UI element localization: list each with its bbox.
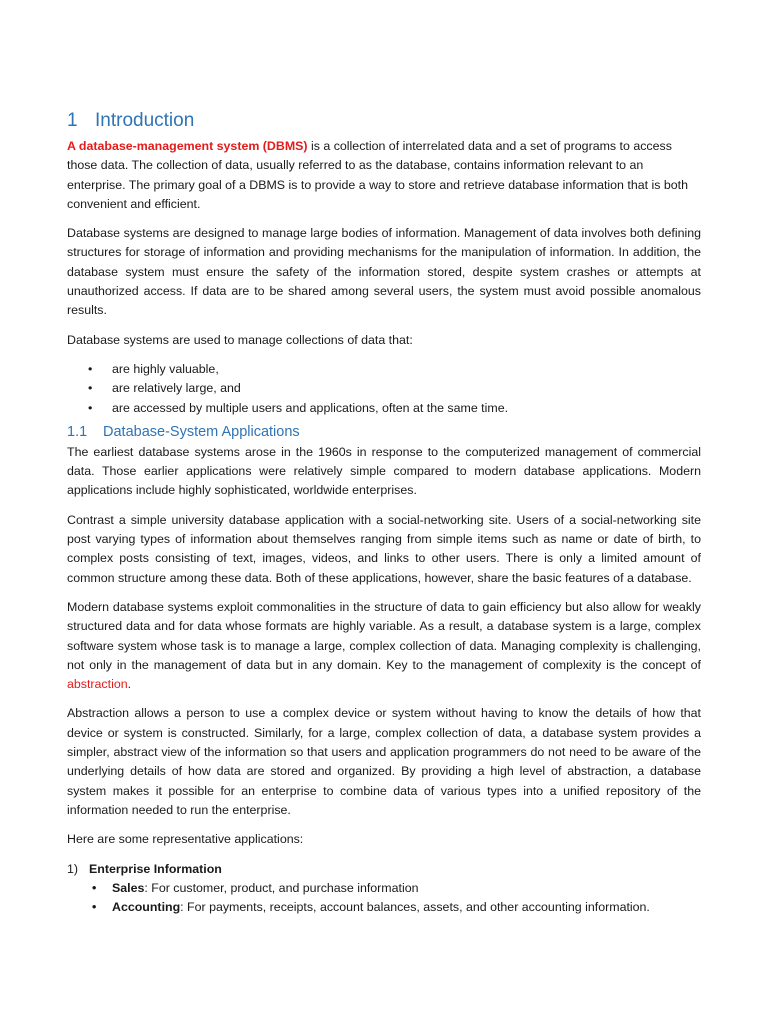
section-heading [67, 108, 701, 134]
subsection-title: Database-System Applications [103, 423, 300, 440]
paragraph-8: Here are some representative applications: [67, 832, 304, 847]
paragraph-6-text: Modern database systems exploit commonalities in the structure of data to gain efficiency but also allow for weakly structured data and for data whose formats are highly variable. As a result, a database system is a large, complex software system whose task is to manage a large, complex collection of data. Managing complexity is challenging, not only in the management of data but in any domain. Key to the management of complexity is the concept of [67, 599, 701, 672]
item-label: Sales [112, 880, 145, 895]
section-title: Introduction [95, 110, 195, 131]
bullet-list [67, 360, 701, 418]
intro-paragraph [67, 137, 701, 214]
subsection-heading [67, 421, 701, 443]
intro-text: is a collection of interrelated data and a set of programs to access those data. The collection of data, usually referred to as the database, contains information relevant to an enterprise. The primary goal of a DBMS is to provide a way to store and retrieve database information that is both convenient and efficient. [67, 139, 688, 211]
paragraph-6-end: . [127, 677, 132, 692]
list-item [67, 898, 701, 917]
paragraph-5: Contrast a simple university database application with a social-networking site. Users of a social-networking site post varying types of information about themselves ranging from simple items such as name or date of birth, to complex posts consisting of text, images, videos, and links to other users. There is only a limited amount of common structure among these data. Both of these applications, however, share the basic features of a database. [67, 512, 701, 585]
item-text: : For payments, receipts, account balances, assets, and other accounting information. [180, 900, 650, 915]
paragraph-2: Database systems are designed to manage large bodies of information. Management of data involves both defining structures for storage of information and providing mechanisms for the manipulation of information. In addition, the database system must ensure the safety of the information stored, despite system crashes or attempts at unauthorized access. If data are to be shared among several users, the system must avoid possible anomalous results. [67, 226, 701, 318]
list-item: • are highly valuable, [67, 360, 701, 379]
dbms-term: A database-management system (DBMS) [67, 139, 308, 153]
abstraction-term: abstraction [67, 677, 128, 692]
application-heading [67, 860, 701, 879]
application-number: 1) [67, 861, 79, 876]
application-title: Enterprise Information [89, 861, 222, 876]
paragraph-3: Database systems are used to manage collections of data that: [67, 332, 413, 347]
subsection-number: 1.1 [67, 423, 88, 440]
section-number: 1 [67, 110, 78, 131]
paragraph-7: Abstraction allows a person to use a complex device or system without having to know the details of how that device or system is constructed. Similarly, for a large, complex collection of data, a database system provides a simpler, abstract view of the information so that users and application programmers do not need to be aware of the underlying details of how data are stored and organized. By providing a high level of abstraction, a database system makes it possible for an enterprise to combine data of various types into a unified repository of the information needed to run the enterprise. [67, 706, 701, 817]
item-text: : For customer, product, and purchase information [144, 880, 419, 895]
paragraph-6 [67, 598, 701, 694]
paragraph-4: The earliest database systems arose in the 1960s in response to the computerized management of commercial data. Those earlier applications were relatively simple compared to modern database applications. Modern applications include highly sophisticated, worldwide enterprises. [67, 444, 701, 498]
list-item [67, 879, 701, 898]
document-page [67, 108, 701, 917]
item-label: Accounting [112, 900, 181, 915]
application-items [67, 879, 701, 918]
list-item: • are relatively large, and [67, 379, 701, 398]
list-item: • are accessed by multiple users and applications, often at the same time. [67, 399, 701, 418]
